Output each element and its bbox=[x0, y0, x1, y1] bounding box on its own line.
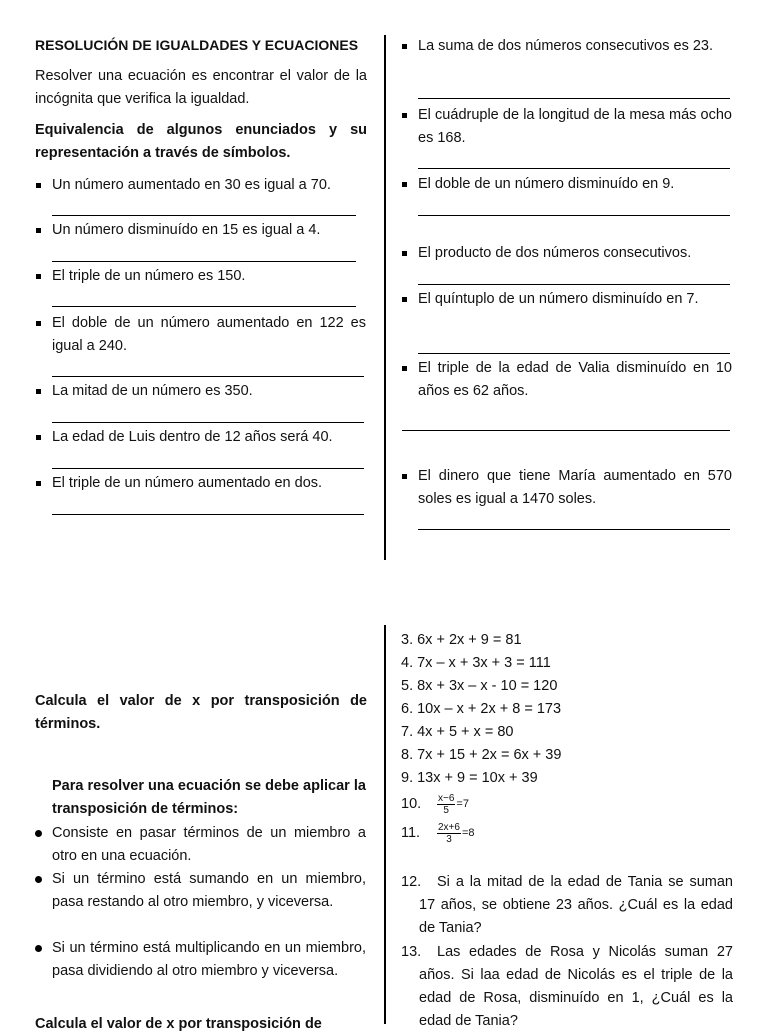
list-item: La edad de Luis dentro de 12 años será 40. bbox=[52, 426, 364, 449]
fraction bbox=[437, 793, 455, 816]
word-problem-13 bbox=[401, 941, 733, 1033]
list-item: Un número aumentado en 30 es igual a 70. bbox=[52, 174, 364, 197]
problem-number: 12. bbox=[401, 874, 422, 890]
numerator: 2x+6 bbox=[438, 821, 460, 833]
answer-line[interactable] bbox=[52, 261, 356, 262]
answer-line[interactable] bbox=[418, 353, 730, 354]
section-heading: Calcula el valor de x por transposición de términos. bbox=[35, 693, 367, 732]
list-item: El triple de la edad de Valia disminuído en 10 años es 62 años. bbox=[418, 357, 732, 403]
equation-result: =7 bbox=[456, 798, 469, 810]
equation: 8. 7x + 15 + 2x = 6x + 39 bbox=[401, 747, 562, 763]
list-item: El quíntuplo de un número disminuído en 7. bbox=[418, 288, 732, 311]
equation: 5. 8x + 3x – x - 10 = 120 bbox=[401, 678, 558, 694]
list-item: El dinero que tiene María aumentado en 570 soles es igual a 1470 soles. bbox=[418, 465, 732, 511]
fraction-equation-11 bbox=[401, 819, 475, 847]
column-divider-bottom bbox=[384, 625, 386, 1024]
equation: 4. 7x – x + 3x + 3 = 111 bbox=[401, 655, 551, 671]
denominator: 3 bbox=[446, 833, 452, 845]
list-item: El producto de dos números consecutivos. bbox=[418, 242, 732, 265]
answer-line[interactable] bbox=[52, 422, 364, 423]
answer-line[interactable] bbox=[52, 468, 364, 469]
problem-text: Si a la mitad de la edad de Tania se suman 17 años, se obtiene 23 años. ¿Cuál es la edad de Tania? bbox=[419, 874, 733, 936]
fraction bbox=[437, 822, 461, 845]
word-problem-12 bbox=[401, 871, 733, 940]
section-subtitle: Equivalencia de algunos enunciados y su representación a través de símbolos. bbox=[35, 122, 367, 161]
answer-line[interactable] bbox=[402, 430, 730, 431]
equation-number: 11. bbox=[401, 825, 421, 841]
answer-line[interactable] bbox=[52, 306, 356, 307]
cut-off-heading: Calcula el valor de x por transposición de bbox=[35, 1016, 322, 1032]
answer-line[interactable] bbox=[418, 215, 730, 216]
equation: 3. 6x + 2x + 9 = 81 bbox=[401, 632, 522, 648]
list-item: El cuádruple de la longitud de la mesa más ocho es 168. bbox=[418, 104, 732, 150]
list-item: El triple de un número aumentado en dos. bbox=[52, 472, 364, 495]
rule-bullet: Si un término está multiplicando en un miembro, pasa dividiendo al otro miembro y viceversa. bbox=[52, 937, 366, 983]
list-item: El doble de un número disminuído en 9. bbox=[418, 173, 732, 196]
answer-line[interactable] bbox=[418, 529, 730, 530]
list-item: La mitad de un número es 350. bbox=[52, 380, 364, 403]
answer-line[interactable] bbox=[52, 215, 356, 216]
equation: 7. 4x + 5 + x = 80 bbox=[401, 724, 514, 740]
equation: 6. 10x – x + 2x + 8 = 173 bbox=[401, 701, 562, 717]
list-item: Un número disminuído en 15 es igual a 4. bbox=[52, 219, 364, 242]
list-item: La suma de dos números consecutivos es 23. bbox=[418, 35, 732, 58]
list-item: El triple de un número es 150. bbox=[52, 265, 364, 288]
answer-line[interactable] bbox=[52, 376, 364, 377]
worksheet-title: RESOLUCIÓN DE IGUALDADES Y ECUACIONES bbox=[35, 37, 359, 53]
answer-line[interactable] bbox=[418, 98, 730, 99]
list-item: El doble de un número aumentado en 122 es igual a 240. bbox=[52, 312, 366, 358]
equation-result: =8 bbox=[461, 827, 475, 839]
equation-number: 10. bbox=[401, 796, 422, 812]
problem-number: 13. bbox=[401, 944, 422, 960]
answer-line[interactable] bbox=[418, 284, 730, 285]
numerator: x−6 bbox=[438, 792, 455, 804]
problem-text: Las edades de Rosa y Nicolás suman 27 años. Si laa edad de Nicolás es el triple de la edad de Rosa, disminuído en 1, ¿Cuál es la edad de Tania? bbox=[419, 944, 733, 1029]
rule-title: Para resolver una ecuación se debe aplicar la transposición de términos: bbox=[52, 778, 366, 817]
answer-line[interactable] bbox=[418, 168, 730, 169]
rule-bullet: Consiste en pasar términos de un miembro a otro en una ecuación. bbox=[52, 822, 366, 868]
column-divider-top bbox=[384, 35, 386, 560]
denominator: 5 bbox=[443, 804, 449, 816]
rule-bullet: Si un término está sumando en un miembro, pasa restando al otro miembro, y viceversa. bbox=[52, 868, 366, 914]
equation: 9. 13x + 9 = 10x + 39 bbox=[401, 770, 538, 786]
answer-line[interactable] bbox=[52, 514, 364, 515]
fraction-equation-10 bbox=[401, 791, 469, 817]
intro-paragraph: Resolver una ecuación es encontrar el valor de la incógnita que verifica la igualdad. bbox=[35, 68, 367, 107]
